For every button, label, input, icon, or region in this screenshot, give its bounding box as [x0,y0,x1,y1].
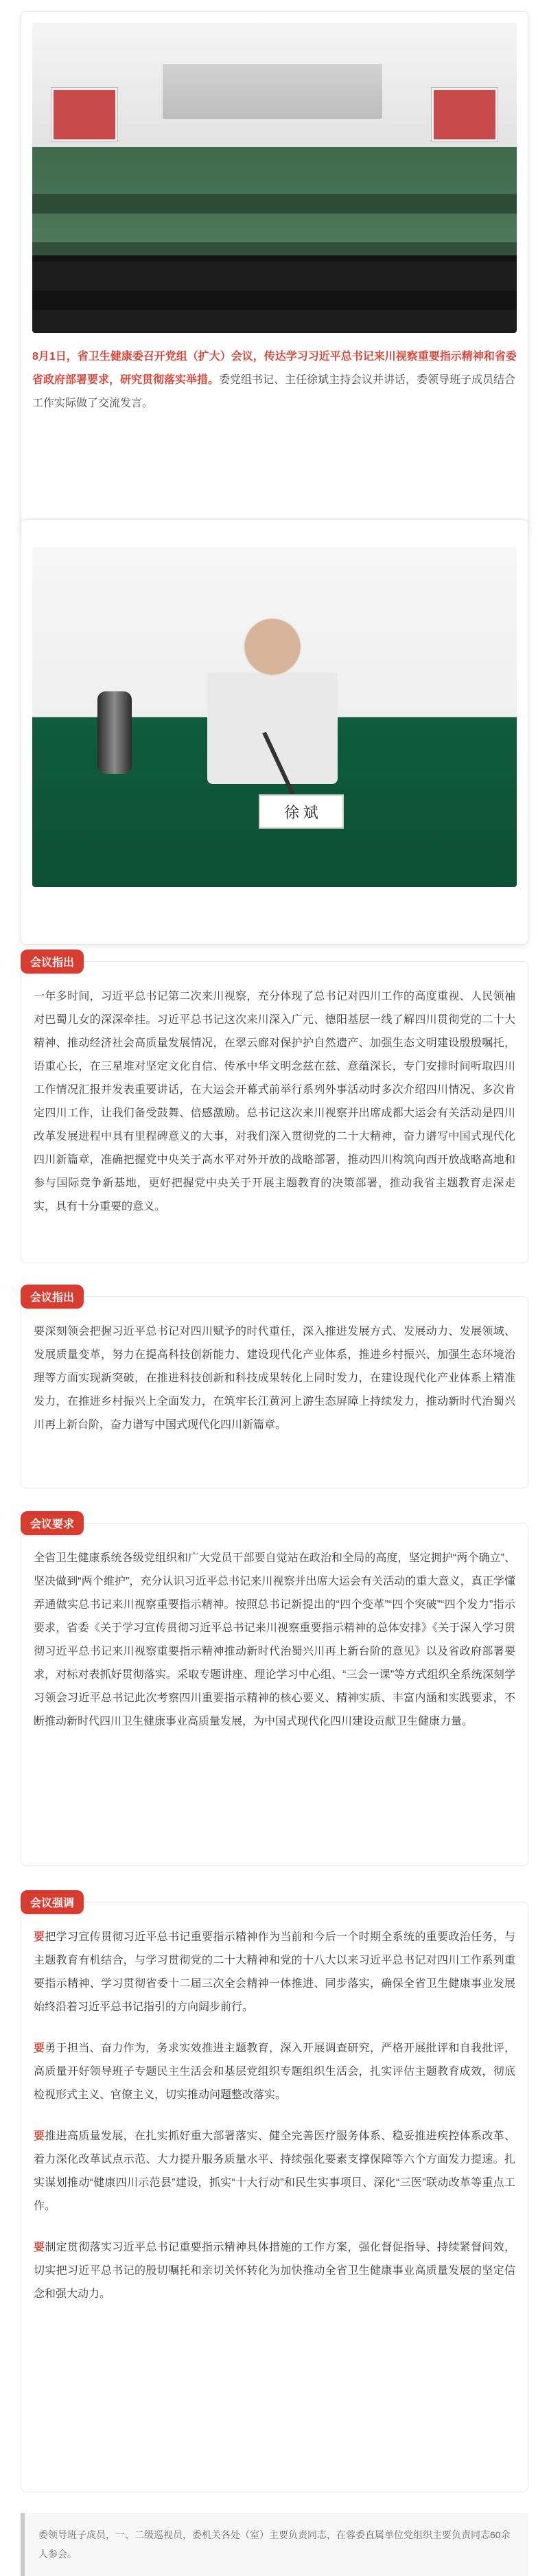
seat-row [32,242,517,262]
name-plaque: 徐 斌 [259,794,344,829]
section-tag: 会议指出 [21,1285,84,1309]
section-meeting-requirements [21,1519,528,1866]
section-body: 全省卫生健康系统各级党组织和广大党员干部要自觉站在政治和全局的高度，坚定拥护“两个确立”、坚决做到“两个维护”，充分认识习近平总书记来川视察并出席大运会有关活动的重大意义，真正学懂弄通做实总书记来川视察重要指示精神。按照总书记新提出的“四个变革”“四个突破”“四个发力”指示要求，省委《关于学习宣传贯彻习近平总书记来川视察重要指示精神的总体安排》《关于深入学习贯彻习近平总书记来川视察重要指示精神推动新时代治蜀兴川再上新台阶的意见》以及省政府部署要求，对标对表抓好贯彻落实。采取专题讲座、理论学习中心组、“三会一课”等方式组织全系统深刻学习领会习近平总书记此次考察四川重要指示精神的核心要义、精神实质、丰富内涵和实践要求，不断推动新时代四川卫生健康事业高质量发展，为中国式现代化四川建设贡献卫生健康力量。 [34,1552,515,1727]
photo-card-2 [21,519,528,945]
paragraph-lead: 要 [34,2043,45,2054]
section-body [34,1926,515,2324]
stage-board [163,64,382,119]
emphasis-paragraph [34,1926,515,2019]
paragraph-lead: 要 [34,2242,45,2253]
paragraph-lead: 要 [34,1931,45,1943]
section-tag: 会议指出 [21,950,84,974]
section-tag: 会议要求 [21,1511,84,1535]
section-body: 要深刻领会把握习近平总书记对四川赋予的时代重任，深入推进发展方式、发展动力、发展领域、发展质量变革，努力在提高科技创新能力、建设现代化产业体系，推进乡村振兴、加强生态环境治理等方面实现新突破，在推进科技创新和科技成果转化上同时发力，在建设现代化产业体系上精准发力，在推进乡村振兴上全面发力，在筑牢长江黄河上游生态屏障上持续发力，推动新时代治蜀兴川再上新台阶，奋力谱写中国式现代化四川新篇章。 [34,1326,515,1431]
photo-card-1 [21,11,528,533]
section-meeting-pointed-1 [21,957,528,1263]
paragraph-text: 把学习宣传贯彻习近平总书记重要指示精神作为当前和今后一个时期全系统的重要政治任务，与主题教育有机结合，与学习贯彻党的二十大精神和党的十八大以来习近平总书记对四川工作系列重要指示精神、学习贯彻省委十二届三次全会精神一体推进、同步落实，确保全省卫生健康事业发展始终沿着习近平总书记指引的方向阔步前行。 [34,1931,515,2013]
section-tag: 会议强调 [21,1890,84,1914]
seat-row [32,194,517,214]
speaker-figure [207,612,338,784]
caption-highlight: 8月1日，省卫生健康委召开党组（扩大）会议，传达学习习近平总书记来川视察重要指示精神和省委省政府部署要求，研究贯彻落实举措。 [32,351,517,386]
speaker-photo [32,547,517,887]
emphasis-paragraph [34,2236,515,2306]
paragraph-text: 勇于担当、奋力作为，务求实效推进主题教育，深入开展调查研究，严格开展批评和自我批评，高质量开好领导班子专题民主生活会和基层党组织专题组织生活会，扎实评估主题教育成效，彻底检视形式主义、官僚主义，切实推动问题整改落实。 [34,2043,515,2101]
emphasis-paragraph [34,2037,515,2107]
emphasis-paragraph [34,2125,515,2218]
seat-row [32,290,517,310]
section-meeting-emphasized [21,1898,528,2492]
photo-caption [32,345,517,415]
paragraph-text: 推进高质量发展，在扎实抓好重大部署落实、健全完善医疗服务体系、稳妥推进疾控体系改革、着力深化改革试点示范、大力提升服务质量水平、持续强化要素支撑保障等六个方面发力提速。扎实谋划推动“健康四川示范县”建设，抓实“十大行动”和民生实事项目、深化“三医”联动改革等重点工作。 [34,2130,515,2212]
section-body: 一年多时间，习近平总书记第二次来川视察，充分体现了总书记对四川工作的高度重视、人民领袖对巴蜀儿女的深深牵挂。习近平总书记这次来川深入广元、德阳基层一线了解四川贯彻党的二十大精神、推动经济社会高质量发展情况，在翠云廊对保护护自然遗产、加强生态文明建设殷殷嘱托，语重心长，在三星堆对坚定文化自信、传承中华文明念兹在兹、意蕴深长，专门安排时间听取四川工作情况汇报并发表重要讲话，在大运会开幕式前举行系列外事活动时多次介绍四川情况、多次肯定四川工作，让我们备受鼓舞、倍感激励。总书记这次来川视察并出席成都大运会有关活动是四川改革发展进程中具有里程碑意义的大事，对我们深入贯彻党的二十大精神，奋力谱写中国式现代化四川新篇章，准确把握党中央关于高水平对外开放的战略部署，推动四川构筑向西开放战略高地和参与国际竞争新基地，更好把握党中央关于开展主题教育的决策部署，推动我省主题教育走深走实，具有十分重要的意义。 [34,991,515,1212]
caption-rest: 委党组书记、主任徐斌主持会议并讲话，委领导班子成员结合工作实际做了交流发言。 [32,374,516,409]
thermos-flask [97,691,132,774]
section-meeting-pointed-2 [21,1292,528,1488]
meeting-photo [32,23,517,333]
right-display-screen [432,88,498,141]
paragraph-text: 制定贯彻落实习近平总书记重要指示精神具体措施的工作方案，强化督促指导、持续紧督问效，切实把习近平总书记的殷切嘱托和亲切关怀转化为加快推动全省卫生健康事业高质量发展的坚定信念和强大动力。 [34,2242,515,2300]
attendee-note: 委领导班子成员，一、二级巡视员，委机关各处（室）主要负责同志，在蓉委直属单位党组织主要负责同志60余人参会。 [21,2513,528,2576]
left-display-screen [51,88,117,141]
paragraph-lead: 要 [34,2130,45,2142]
